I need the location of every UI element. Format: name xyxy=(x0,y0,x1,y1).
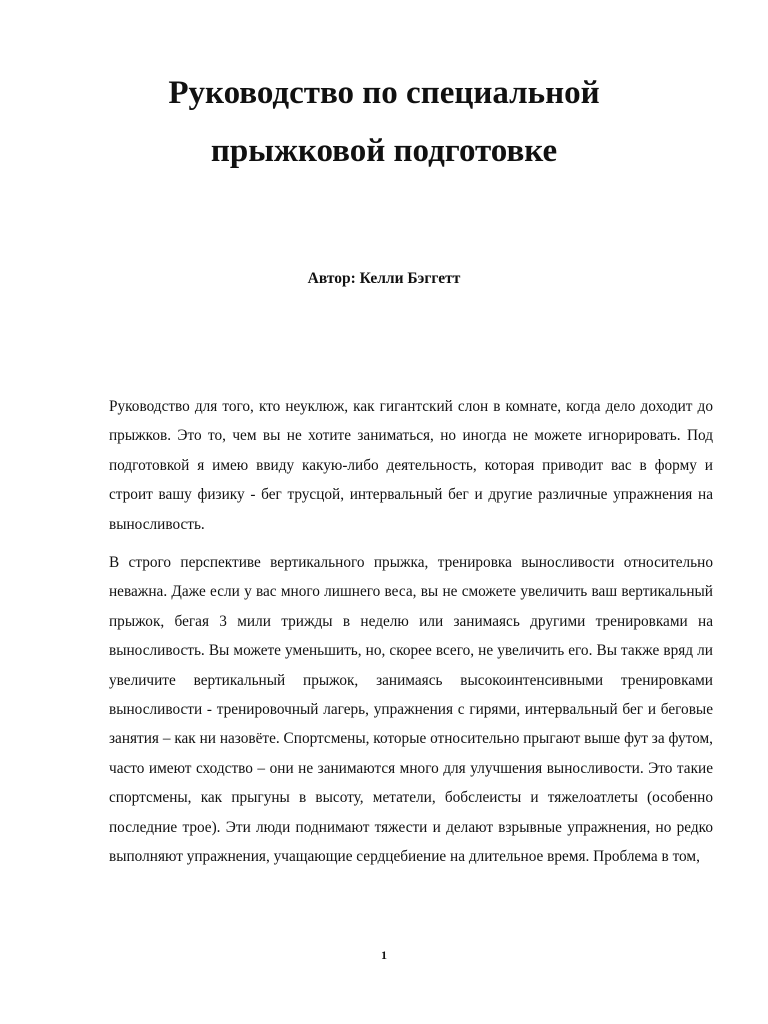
paragraph-2: В строго перспективе вертикального прыжка, тренировка выносливости относительно неважна. Даже если у вас много лишнего веса, вы не сможете увеличить ваш вертикальный прыжок, бегая 3 мили трижды в неделю или занимаясь другими тренировками на выносливость. Вы можете уменьшить, но, скорее всего, не увеличить его. Вы также вряд ли увеличите вертикальный прыжок, занимаясь высокоинтенсивными тренировками выносливости - тренировочный лагерь, упражнения с гирями, интервальный бег и беговые занятия – как ни назовёте. Спортсмены, которые относительно прыгают выше фут за футом, часто имеют сходство – они не занимаются много для улучшения выносливости. Это такие спортсмены, как прыгуны в высоту, метатели, бобслеисты и тяжелоатлеты (особенно последние трое). Эти люди поднимают тяжести и делают взрывные упражнения, но редко выполняют упражнения, учащающие сердцебиение на длительное время. Проблема в том, xyxy=(109,554,713,866)
title-line-1: Руководство по специальной xyxy=(168,75,600,111)
author-line: Автор: Келли Бэггетт xyxy=(307,270,461,287)
body-text xyxy=(109,392,713,881)
paragraph-1: Руководство для того, кто неуклюж, как гигантский слон в комнате, когда дело доходит до прыжков. Это то, чем вы не хотите заниматься, но иногда не можете игнорировать. Под подготовкой я имею ввиду какую-либо деятельность, которая приводит вас в форму и строит вашу физику - бег трусцой, интервальный бег и другие различные упражнения на выносливость. xyxy=(109,398,713,533)
page-number: 1 xyxy=(381,948,387,962)
title-line-2: прыжковой подготовке xyxy=(210,133,558,169)
document-title xyxy=(60,64,708,180)
